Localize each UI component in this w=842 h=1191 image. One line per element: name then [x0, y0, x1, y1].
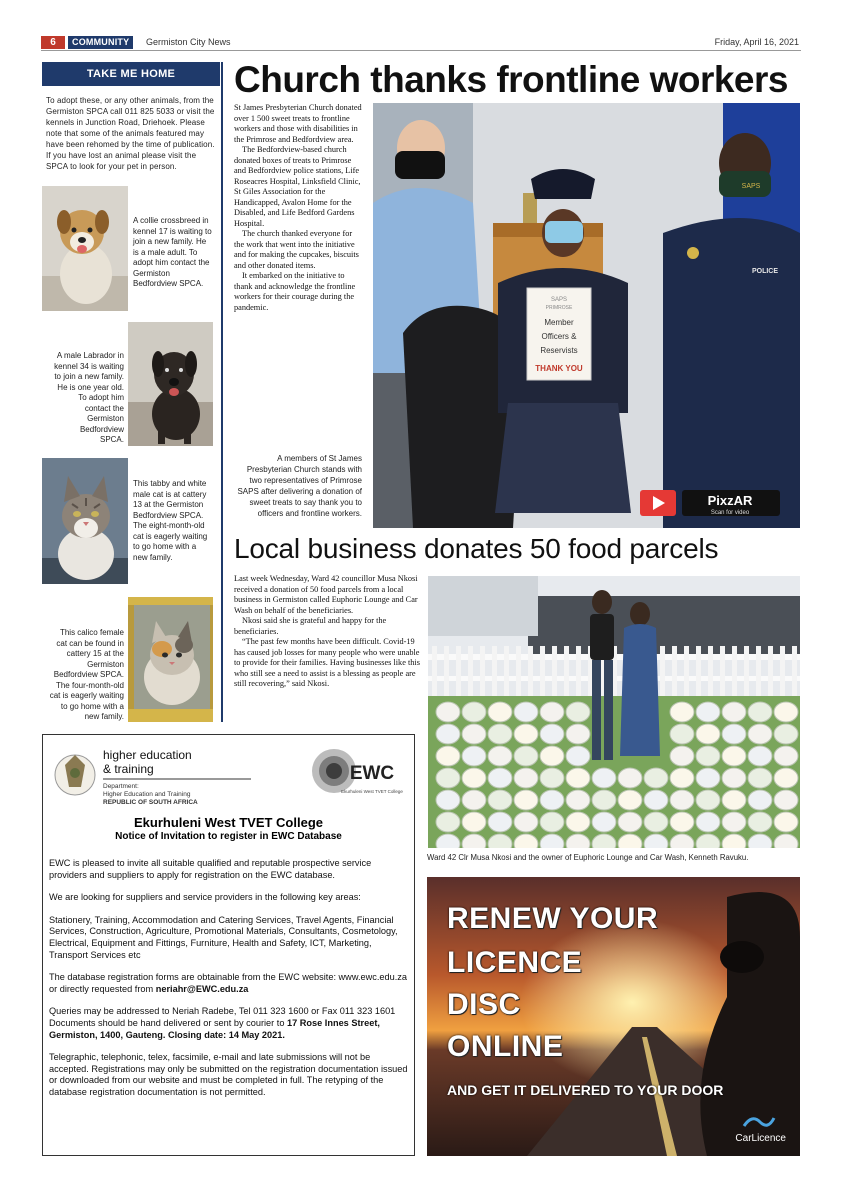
fence-picket [576, 646, 581, 698]
business-article-body [234, 574, 420, 690]
food-parcel [488, 768, 512, 788]
food-parcel [670, 746, 694, 766]
food-parcel [462, 702, 486, 722]
ewc-paragraph: Stationery, Training, Accommodation and Catering Services, Travel Agents, Financial Services, Construction, Agriculture, Promotional Materials, Consultants, Cosmetology, Electrical, Equipment and Fittings, Furniture, Health and Safety, ICT, Marketing, Transport Services etc [49, 914, 398, 960]
fence-picket [528, 646, 533, 698]
ewc-body [49, 858, 411, 1110]
food-parcel [774, 768, 798, 788]
fence-picket [564, 646, 569, 698]
food-parcel [488, 724, 512, 744]
labrador-blurb: A male Labrador in kennel 34 is waiting to join a new family. He is one year old. To adopt him contact the Germiston Bedfordview SPCA. [54, 351, 124, 444]
food-parcel [670, 768, 694, 788]
food-parcel [436, 702, 460, 722]
pixzar-brand: PixzAR [707, 493, 753, 508]
food-parcel [774, 724, 798, 744]
food-parcel [696, 790, 720, 810]
food-parcel [488, 702, 512, 722]
food-parcel [774, 702, 798, 722]
dhet-detail1: Department: [103, 783, 139, 790]
paper-name: Germiston City News [146, 37, 231, 47]
car-headline-line: ONLINE [447, 1030, 564, 1063]
food-parcel [696, 812, 720, 832]
dhet-detail3: REPUBLIC OF SOUTH AFRICA [103, 799, 198, 806]
issue-date: Friday, April 16, 2021 [714, 37, 799, 47]
fence-picket [444, 646, 449, 698]
business-paragraph: Last week Wednesday, Ward 42 councillor Musa Nkosi received a donation of 50 food parcels from a local business in Germiston called Euphoric Lounge and Car Wash on behalf of the beneficiaries. [234, 574, 418, 615]
food-parcel [462, 724, 486, 744]
food-parcel [618, 768, 642, 788]
ewc-logo [306, 743, 410, 805]
pixzar-sub: Scan for video [710, 510, 750, 516]
fence-picket [660, 646, 665, 698]
fence-picket [492, 646, 497, 698]
fence-picket [780, 646, 785, 698]
car-headline-line: LICENCE [447, 946, 583, 979]
carlicence-logo-icon [740, 1112, 778, 1132]
fence-picket [756, 646, 761, 698]
food-parcel [514, 790, 538, 810]
food-parcel [618, 790, 642, 810]
ewc-paragraph: Telegraphic, telephonic, telex, facsimile, e-mail and late submissions will not be accepted. Registrations may only be submitted on the registration documentation issued or downloaded from our website and must be completed in full. The retyping of the database registration documentation is not permitted. [49, 1052, 408, 1097]
fence-picket [468, 646, 473, 698]
ewc-address: 17 Rose Innes Street, Germiston, 1400, Gauteng. Closing date: 14 May 2021. [49, 1017, 380, 1040]
ewc-title: Ekurhuleni West TVET College [133, 815, 323, 830]
ewc-paragraph [49, 1018, 411, 1041]
food-parcel [618, 812, 642, 832]
fence-picket [432, 646, 437, 698]
food-parcel [566, 724, 590, 744]
food-parcel [436, 768, 460, 788]
ewc-logo-text: EWC [349, 763, 395, 784]
police-flash: POLICE [751, 268, 779, 275]
food-parcel [436, 746, 460, 766]
food-parcel [436, 724, 460, 744]
calico-cat-photo [128, 597, 213, 722]
food-parcel [488, 812, 512, 832]
dhet-line2: & training [103, 762, 154, 776]
food-parcel [514, 812, 538, 832]
food-parcel [462, 790, 486, 810]
food-parcel [514, 724, 538, 744]
food-parcel [644, 790, 668, 810]
food-parcel [488, 746, 512, 766]
fence-picket [744, 646, 749, 698]
ewc-advert [42, 734, 415, 1156]
food-parcel [670, 790, 694, 810]
dhet-detail2: Higher Education and Training [103, 791, 191, 798]
food-parcel [748, 702, 772, 722]
business-headline: Local business donates 50 food parcels [234, 533, 719, 564]
food-parcel [488, 790, 512, 810]
food-parcel [774, 812, 798, 832]
ewc-email-link[interactable]: neriahr@EWC.edu.za [155, 983, 249, 994]
food-parcels-caption: Ward 42 Clr Musa Nkosi and the owner of Euphoric Lounge and Car Wash, Kenneth Ravuku. [427, 853, 749, 862]
ewc-subtitle: Notice of Invitation to register in EWC Database [115, 831, 342, 842]
food-parcel [566, 746, 590, 766]
food-parcel [774, 746, 798, 766]
food-parcel [462, 812, 486, 832]
mask-badge-text: SAPS [741, 183, 761, 190]
collie-photo [42, 186, 128, 311]
food-parcel [670, 724, 694, 744]
church-photo-caption: A members of St James Presbyterian Church stands with two representatives of Primrose SAPS after delivering a donation of sweet treats to say thank you to officers and frontline workers. [237, 454, 362, 518]
fence-picket [516, 646, 521, 698]
food-parcel [592, 768, 616, 788]
food-parcels-photo [428, 576, 800, 848]
church-paragraph: The Bedfordview-based church donated boxes of treats to Primrose and Bedfordview police stations, Life Roseacres Hospital, Linksfield Clinic, St Giles Association for the Handicapped, Avalon Home for the Disabled, and Life Bedford Gardens Hospital. [234, 145, 361, 228]
pixzar-badge[interactable] [640, 490, 780, 520]
food-parcel [774, 790, 798, 810]
fence-picket [672, 646, 677, 698]
fence-picket [540, 646, 545, 698]
food-parcel [722, 702, 746, 722]
food-parcel [748, 790, 772, 810]
ewc-website-text: The database registration forms are obtainable from the EWC website: www.ewc.edu.za or directly requested from [49, 972, 407, 994]
food-parcel [566, 812, 590, 832]
business-paragraph: “The past few months have been difficult. Covid-19 has caused job losses for many people who were unable to provide for their families. Having businesses like this who still see a need to assist is a blessing as people are still recovering,” said Nkosi. [234, 637, 420, 688]
fence-picket [708, 646, 713, 698]
food-parcel [722, 768, 746, 788]
food-parcel [644, 812, 668, 832]
food-parcel [670, 702, 694, 722]
fence-picket [456, 646, 461, 698]
car-subline: AND GET IT DELIVERED TO YOUR DOOR [447, 1082, 724, 1098]
carlicence-brand: CarLicence [735, 1133, 786, 1144]
food-parcel [540, 702, 564, 722]
food-parcel [566, 768, 590, 788]
labrador-photo [128, 322, 213, 446]
collie-blurb: A collie crossbreed in kennel 17 is waiting to join a new family. He is a male adult. To adopt him contact the Germiston Bedfordview SPCA. [133, 216, 212, 288]
dhet-line1: higher education [103, 748, 192, 762]
sign-line: PRIMROSE [545, 305, 573, 311]
ewc-paragraph: We are looking for suppliers and service providers in the following key areas: [49, 892, 361, 903]
food-parcel [670, 812, 694, 832]
fence-picket [552, 646, 557, 698]
food-parcel [644, 768, 668, 788]
church-headline: Church thanks frontline workers [234, 59, 788, 100]
church-donation-photo [373, 103, 800, 528]
car-headline-line: RENEW YOUR [447, 902, 659, 935]
column-divider [221, 62, 223, 722]
ewc-paragraph: EWC is pleased to invite all suitable qualified and reputable prospective service providers and suppliers to apply for registration on the EWC database. [49, 858, 372, 880]
fence-picket [720, 646, 725, 698]
food-parcel [436, 812, 460, 832]
food-parcel [748, 724, 772, 744]
tabby-cat-blurb: This tabby and white male cat is at cattery 13 at the Germiston Bedfordview SPCA. The eight-month-old cat is eagerly waiting to go home with a new family. [133, 479, 208, 562]
take-me-home-title: TAKE ME HOME [42, 62, 220, 86]
fence-picket [768, 646, 773, 698]
section-label: COMMUNITY [68, 36, 133, 49]
fence-picket [792, 646, 797, 698]
fence-picket [696, 646, 701, 698]
food-parcel [566, 702, 590, 722]
dhet-logo [51, 743, 261, 807]
calico-cat-blurb: This calico female cat can be found in cattery 15 at the Germiston Bedfordview SPCA. The four-month-old cat is eagerly waiting to go home with a new family. [49, 628, 124, 721]
food-parcel [748, 746, 772, 766]
sign-line: Member [544, 318, 574, 327]
sign-line: THANK YOU [535, 364, 583, 373]
food-parcel [696, 746, 720, 766]
church-paragraph: St James Presbyterian Church donated over 1 500 sweet treats to frontline workers and those with disabilities in the Primrose and Bedfordview area. [234, 103, 362, 144]
food-parcel [462, 768, 486, 788]
church-article-body [234, 103, 364, 313]
food-parcel [696, 768, 720, 788]
ewc-paragraph: Queries may be addressed to Neriah Radebe, Tel 011 323 1600 or Fax 011 323 1601 [49, 1006, 396, 1017]
food-parcel [748, 812, 772, 832]
food-parcel [566, 790, 590, 810]
food-parcel [540, 768, 564, 788]
business-paragraph: Nkosi said she is grateful and happy for the beneficiaries. [234, 616, 387, 636]
church-paragraph: The church thanked everyone for the work that went into the initiative and for making the cupcakes, biscuits and other donated items. [234, 229, 359, 270]
page-number: 6 [41, 36, 65, 49]
food-parcel [540, 724, 564, 744]
food-parcel [722, 746, 746, 766]
car-licence-advert[interactable] [427, 877, 800, 1156]
fence-picket [504, 646, 509, 698]
food-parcel [514, 702, 538, 722]
food-parcel [722, 724, 746, 744]
food-parcel [592, 790, 616, 810]
food-parcel [436, 790, 460, 810]
church-paragraph: It embarked on the initiative to thank and acknowledge the frontline workers for their courage during the pandemic. [234, 271, 356, 312]
food-parcel [748, 768, 772, 788]
food-parcel [696, 724, 720, 744]
car-headline-line: DISC [447, 988, 521, 1021]
sign-line: Reservists [540, 346, 578, 355]
food-parcel [696, 702, 720, 722]
fence-picket [480, 646, 485, 698]
ewc-delivery-text: Documents should be hand delivered or sent by courier to [49, 1017, 287, 1028]
food-parcel [462, 746, 486, 766]
food-parcel [540, 812, 564, 832]
header-rule [41, 50, 801, 51]
fence-picket [684, 646, 689, 698]
food-parcel [514, 768, 538, 788]
tabby-cat-photo [42, 458, 128, 584]
sign-line: Officers & [541, 332, 577, 341]
food-parcel [592, 812, 616, 832]
food-parcel [540, 790, 564, 810]
food-parcel [722, 812, 746, 832]
take-me-home-intro: To adopt these, or any other animals, from the Germiston SPCA call 011 825 5033 or visit the kennels in Junction Road, Driehoek. Please note that some of the animals featured may have been rehomed by the time of publication. If you have lost an animal please visit the SPCA to look for your pet in person. [46, 96, 215, 171]
food-parcel [540, 746, 564, 766]
ewc-paragraph [49, 972, 411, 995]
fence-picket [732, 646, 737, 698]
ewc-logo-sub: Ekurhuleni West TVET College [341, 789, 403, 794]
food-parcel [722, 790, 746, 810]
food-parcel [514, 746, 538, 766]
sign-line: SAPS [550, 297, 568, 303]
